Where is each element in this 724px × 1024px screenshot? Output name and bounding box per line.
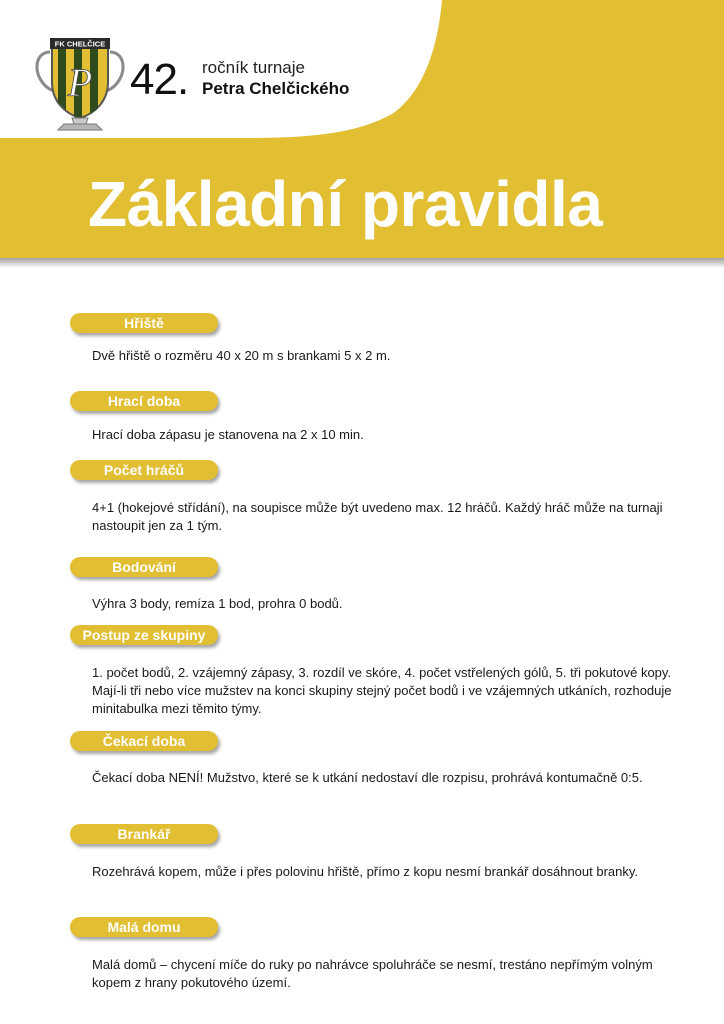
section-label-bodovani: Bodování (70, 557, 218, 577)
section-label-mala-domu: Malá domu (70, 917, 218, 937)
section-label-cekaci-doba: Čekací doba (70, 731, 218, 751)
edition-number: 42. (130, 55, 189, 104)
tournament-name: Petra Chelčického (202, 79, 350, 98)
section-label-brankar: Brankář (70, 824, 218, 844)
section-text-cekaci-doba: Čekací doba NENÍ! Mužstvo, které se k utkání nedostaví dle rozpisu, prohrává kontumačně 0:5. (92, 770, 643, 785)
section-text-bodovani: Výhra 3 body, remíza 1 bod, prohra 0 bodů. (92, 596, 343, 611)
section-label-hraci-doba: Hrací doba (70, 391, 218, 411)
section-text-brankar: Rozehrává kopem, může i přes polovinu hřiště, přímo z kopu nesmí brankář dosáhnout branky. (92, 864, 639, 879)
section-text-pocet-hracu: 4+1 (hokejové střídání), na soupisce může být uvedeno max. 12 hráčů. Každý hráč může na turnaji nastoupit jen za 1 tým. (92, 500, 663, 533)
header-banner (0, 0, 724, 270)
logo-club-name: FK CHELČICE (54, 39, 106, 49)
section-label-pocet-hracu: Počet hráčů (70, 460, 218, 480)
section-text-hraci-doba: Hrací doba zápasu je stanovena na 2 x 10 min. (92, 427, 364, 442)
section-label-postup-ze-skupiny: Postup ze skupiny (70, 625, 218, 645)
section-text-postup-ze-skupiny: 1. počet bodů, 2. vzájemný zápasy, 3. rozdíl ve skóre, 4. počet vstřelených gólů, 5. tři pokutové kopy. Mají-li tři nebo více mužstev na konci skupiny stejný počet bodů i ve vzájemných utkáních, rozhoduje minitabulka mezi těmito týmy. (92, 665, 672, 716)
page-title: Základní pravidla (88, 168, 603, 240)
club-logo-trophy (32, 30, 128, 132)
section-text-hriste: Dvě hřiště o rozměru 40 x 20 m s brankami 5 x 2 m. (92, 348, 391, 363)
section-text-mala-domu: Malá domů – chycení míče do ruky po nahrávce spoluhráče se nesmí, trestáno nepřímým volným kopem z hrany pokutového území. (92, 957, 653, 990)
section-label-hriste: Hřiště (70, 313, 218, 333)
edition-subtitle: ročník turnaje (202, 58, 305, 77)
logo-letter: P (67, 60, 93, 105)
